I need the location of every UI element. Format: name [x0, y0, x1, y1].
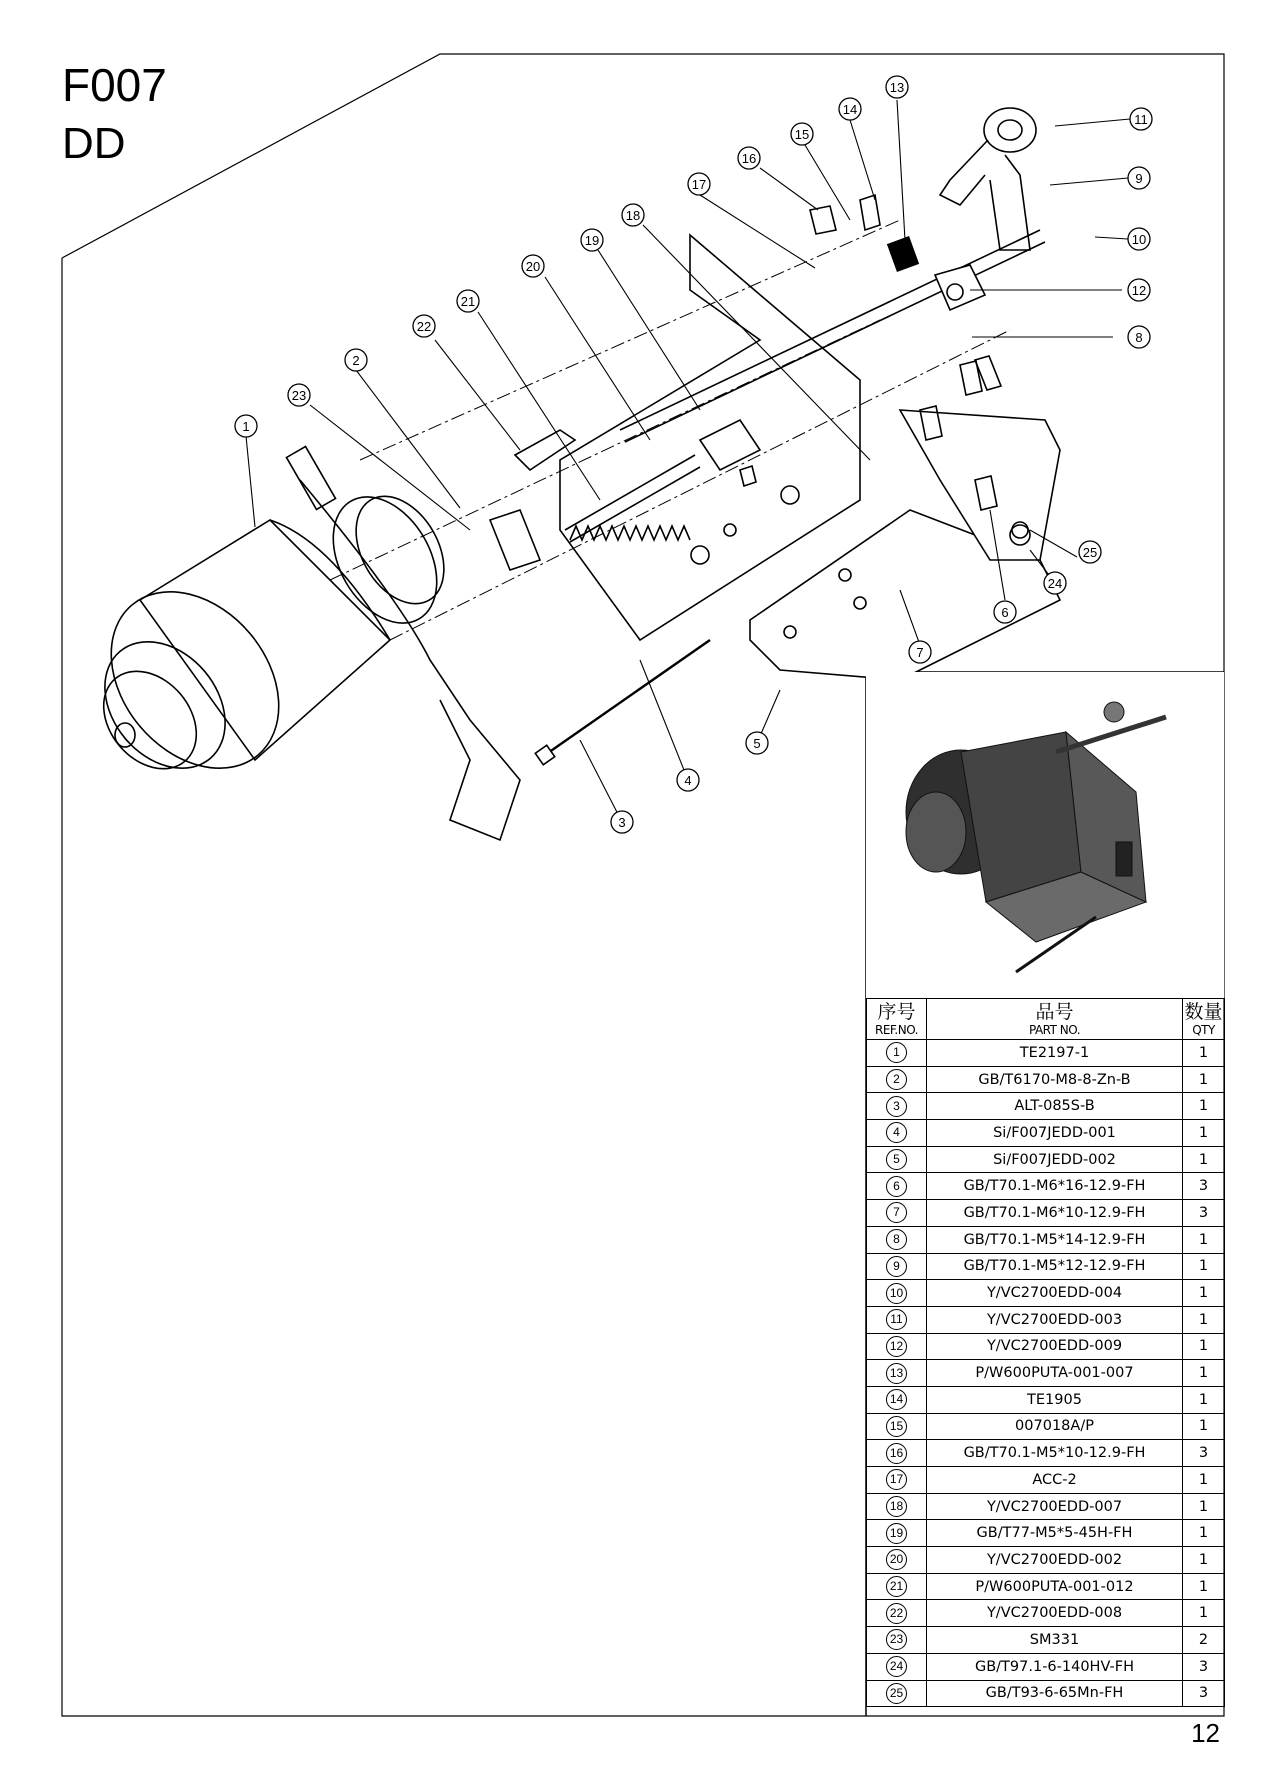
ref-number: 17: [886, 1469, 907, 1490]
ref-number: 9: [886, 1256, 907, 1277]
part-number-cell: SM331: [927, 1627, 1183, 1654]
ref-cell: [867, 1360, 927, 1387]
qty-cell: 1: [1183, 1386, 1225, 1413]
callout-14: [839, 98, 861, 120]
ref-cell: [867, 1467, 927, 1494]
callout-9: [1128, 167, 1150, 189]
ref-number: 7: [886, 1202, 907, 1223]
svg-text:7: 7: [916, 645, 924, 660]
assembly-render: [866, 672, 1224, 999]
ref-cell: [867, 1600, 927, 1627]
callout-20: [522, 255, 544, 277]
ref-number: 3: [886, 1096, 907, 1117]
part-number-cell: Si/F007JEDD-001: [927, 1120, 1183, 1147]
ref-cell: [867, 1653, 927, 1680]
callout-3: [611, 811, 633, 833]
page-subtitle: DD: [62, 119, 126, 168]
ref-cell: [867, 1386, 927, 1413]
svg-text:20: 20: [525, 259, 541, 274]
svg-text:8: 8: [1135, 330, 1143, 345]
qty-header: 数量 QTY: [1183, 999, 1225, 1040]
table-row: [867, 1040, 1225, 1067]
table-row: [867, 1467, 1225, 1494]
ref-cell: [867, 1120, 927, 1147]
part-number-cell: Y/VC2700EDD-002: [927, 1547, 1183, 1574]
ref-number: 1: [886, 1042, 907, 1063]
svg-text:1: 1: [242, 419, 250, 434]
table-row: [867, 1600, 1225, 1627]
svg-text:23: 23: [291, 388, 307, 403]
svg-text:2: 2: [352, 353, 360, 368]
callout-6: [994, 601, 1016, 623]
callout-24: [1044, 572, 1066, 594]
table-row: [867, 1066, 1225, 1093]
qty-cell: 1: [1183, 1280, 1225, 1307]
ref-cell: [867, 1413, 927, 1440]
qty-cell: 1: [1183, 1493, 1225, 1520]
callout-11: [1130, 108, 1152, 130]
ref-number: 14: [886, 1389, 907, 1410]
qty-cell: 3: [1183, 1653, 1225, 1680]
qty-cell: 1: [1183, 1253, 1225, 1280]
qty-cell: 1: [1183, 1467, 1225, 1494]
svg-text:21: 21: [460, 294, 476, 309]
qty-cell: 1: [1183, 1547, 1225, 1574]
part-number-cell: ALT-085S-B: [927, 1093, 1183, 1120]
table-row: [867, 1680, 1225, 1707]
ref-cell: [867, 1226, 927, 1253]
part-number-cell: TE2197-1: [927, 1040, 1183, 1067]
part-number-cell: GB/T77-M5*5-45H-FH: [927, 1520, 1183, 1547]
ref-number: 18: [886, 1496, 907, 1517]
svg-text:24: 24: [1047, 576, 1063, 591]
ref-number: 25: [886, 1683, 907, 1704]
callout-10: [1128, 228, 1150, 250]
callout-15: [791, 123, 813, 145]
table-row: [867, 1120, 1225, 1147]
part-number-cell: Y/VC2700EDD-008: [927, 1600, 1183, 1627]
ref-cell: [867, 1627, 927, 1654]
part-number-cell: P/W600PUTA-001-012: [927, 1573, 1183, 1600]
table-row: [867, 1146, 1225, 1173]
part-number-cell: Y/VC2700EDD-003: [927, 1306, 1183, 1333]
qty-cell: 3: [1183, 1680, 1225, 1707]
table-row: [867, 1573, 1225, 1600]
part-number-cell: GB/T70.1-M5*14-12.9-FH: [927, 1226, 1183, 1253]
ref-number: 10: [886, 1283, 907, 1304]
svg-text:13: 13: [889, 80, 905, 95]
ref-cell: [867, 1146, 927, 1173]
callout-7: [909, 641, 931, 663]
qty-cell: 1: [1183, 1066, 1225, 1093]
ref-number: 19: [886, 1523, 907, 1544]
callout-17: [688, 173, 710, 195]
ref-cell: [867, 1680, 927, 1707]
svg-text:17: 17: [691, 177, 707, 192]
qty-cell: 3: [1183, 1200, 1225, 1227]
ref-number: 23: [886, 1629, 907, 1650]
ref-cell: [867, 1440, 927, 1467]
svg-text:25: 25: [1082, 545, 1098, 560]
svg-text:16: 16: [741, 151, 757, 166]
qty-cell: 1: [1183, 1093, 1225, 1120]
callout-16: [738, 147, 760, 169]
callout-18: [622, 204, 644, 226]
part-number-cell: P/W600PUTA-001-007: [927, 1360, 1183, 1387]
part-number-cell: GB/T70.1-M6*16-12.9-FH: [927, 1173, 1183, 1200]
qty-cell: 1: [1183, 1333, 1225, 1360]
svg-text:12: 12: [1131, 283, 1147, 298]
ref-number: 21: [886, 1576, 907, 1597]
table-row: [867, 1253, 1225, 1280]
assembly-render-illustration: [866, 672, 1224, 998]
qty-cell: 1: [1183, 1120, 1225, 1147]
ref-cell: [867, 1520, 927, 1547]
ref-cell: [867, 1573, 927, 1600]
part-number-cell: Si/F007JEDD-002: [927, 1146, 1183, 1173]
table-row: [867, 1627, 1225, 1654]
ref-number: 16: [886, 1443, 907, 1464]
svg-text:3: 3: [618, 815, 626, 830]
table-row: [867, 1547, 1225, 1574]
ref-number: 2: [886, 1069, 907, 1090]
ref-cell: [867, 1173, 927, 1200]
qty-cell: 1: [1183, 1226, 1225, 1253]
part-number-cell: GB/T93-6-65Mn-FH: [927, 1680, 1183, 1707]
part-number-cell: TE1905: [927, 1386, 1183, 1413]
part-number-cell: GB/T70.1-M6*10-12.9-FH: [927, 1200, 1183, 1227]
callout-4: [677, 769, 699, 791]
svg-text:14: 14: [842, 102, 858, 117]
ref-cell: [867, 1306, 927, 1333]
svg-text:15: 15: [794, 127, 810, 142]
callout-22: [413, 315, 435, 337]
callout-8: [1128, 326, 1150, 348]
qty-cell: 3: [1183, 1173, 1225, 1200]
svg-text:18: 18: [625, 208, 641, 223]
svg-text:4: 4: [684, 773, 692, 788]
svg-text:11: 11: [1134, 112, 1148, 127]
ref-number: 8: [886, 1229, 907, 1250]
callout-1: [235, 415, 257, 437]
qty-cell: 3: [1183, 1440, 1225, 1467]
ref-number: 24: [886, 1656, 907, 1677]
qty-cell: 2: [1183, 1627, 1225, 1654]
qty-cell: 1: [1183, 1520, 1225, 1547]
qty-cell: 1: [1183, 1306, 1225, 1333]
callout-23: [288, 384, 310, 406]
ref-number: 12: [886, 1336, 907, 1357]
ref-number: 5: [886, 1149, 907, 1170]
page-title: F007: [62, 59, 167, 111]
qty-cell: 1: [1183, 1360, 1225, 1387]
table-row: [867, 1386, 1225, 1413]
callout-5: [746, 732, 768, 754]
part-header: 品号 PART NO.: [927, 999, 1183, 1040]
table-row: [867, 1333, 1225, 1360]
part-number-cell: Y/VC2700EDD-009: [927, 1333, 1183, 1360]
ref-cell: [867, 1200, 927, 1227]
qty-cell: 1: [1183, 1573, 1225, 1600]
callout-12: [1128, 279, 1150, 301]
callout-19: [581, 229, 603, 251]
table-row: [867, 1093, 1225, 1120]
svg-text:9: 9: [1135, 171, 1143, 186]
callout-2: [345, 349, 367, 371]
qty-cell: 1: [1183, 1600, 1225, 1627]
qty-cell: 1: [1183, 1146, 1225, 1173]
svg-text:19: 19: [584, 233, 600, 248]
table-row: [867, 1280, 1225, 1307]
ref-cell: [867, 1547, 927, 1574]
callout-13: [886, 76, 908, 98]
svg-text:10: 10: [1131, 232, 1147, 247]
table-row: [867, 1360, 1225, 1387]
ref-cell: [867, 1066, 927, 1093]
part-number-cell: 007018A/P: [927, 1413, 1183, 1440]
ref-number: 11: [886, 1309, 907, 1330]
table-header-row: [867, 999, 1225, 1040]
table-row: [867, 1653, 1225, 1680]
table-row: [867, 1306, 1225, 1333]
table-row: [867, 1173, 1225, 1200]
ref-number: 20: [886, 1549, 907, 1570]
part-number-cell: GB/T70.1-M5*12-12.9-FH: [927, 1253, 1183, 1280]
ref-cell: [867, 1040, 927, 1067]
parts-table: [866, 998, 1225, 1707]
part-number-cell: Y/VC2700EDD-004: [927, 1280, 1183, 1307]
ref-header: 序号 REF.NO.: [867, 999, 927, 1040]
table-row: [867, 1413, 1225, 1440]
qty-cell: 1: [1183, 1040, 1225, 1067]
ref-number: 22: [886, 1603, 907, 1624]
part-number-cell: GB/T6170-M8-8-Zn-B: [927, 1066, 1183, 1093]
ref-cell: [867, 1280, 927, 1307]
ref-number: 6: [886, 1176, 907, 1197]
table-row: [867, 1200, 1225, 1227]
ref-cell: [867, 1093, 927, 1120]
ref-cell: [867, 1333, 927, 1360]
qty-cell: 1: [1183, 1413, 1225, 1440]
part-number-cell: GB/T97.1-6-140HV-FH: [927, 1653, 1183, 1680]
page-number: 12: [1191, 1718, 1220, 1748]
ref-cell: [867, 1493, 927, 1520]
table-row: [867, 1493, 1225, 1520]
svg-text:22: 22: [416, 319, 432, 334]
svg-text:6: 6: [1001, 605, 1009, 620]
callout-25: [1079, 541, 1101, 563]
ref-number: 15: [886, 1416, 907, 1437]
table-row: [867, 1520, 1225, 1547]
part-number-cell: ACC-2: [927, 1467, 1183, 1494]
callout-21: [457, 290, 479, 312]
svg-text:5: 5: [753, 736, 761, 751]
table-row: [867, 1226, 1225, 1253]
part-number-cell: GB/T70.1-M5*10-12.9-FH: [927, 1440, 1183, 1467]
ref-number: 4: [886, 1122, 907, 1143]
ref-number: 13: [886, 1363, 907, 1384]
ref-cell: [867, 1253, 927, 1280]
part-number-cell: Y/VC2700EDD-007: [927, 1493, 1183, 1520]
table-row: [867, 1440, 1225, 1467]
